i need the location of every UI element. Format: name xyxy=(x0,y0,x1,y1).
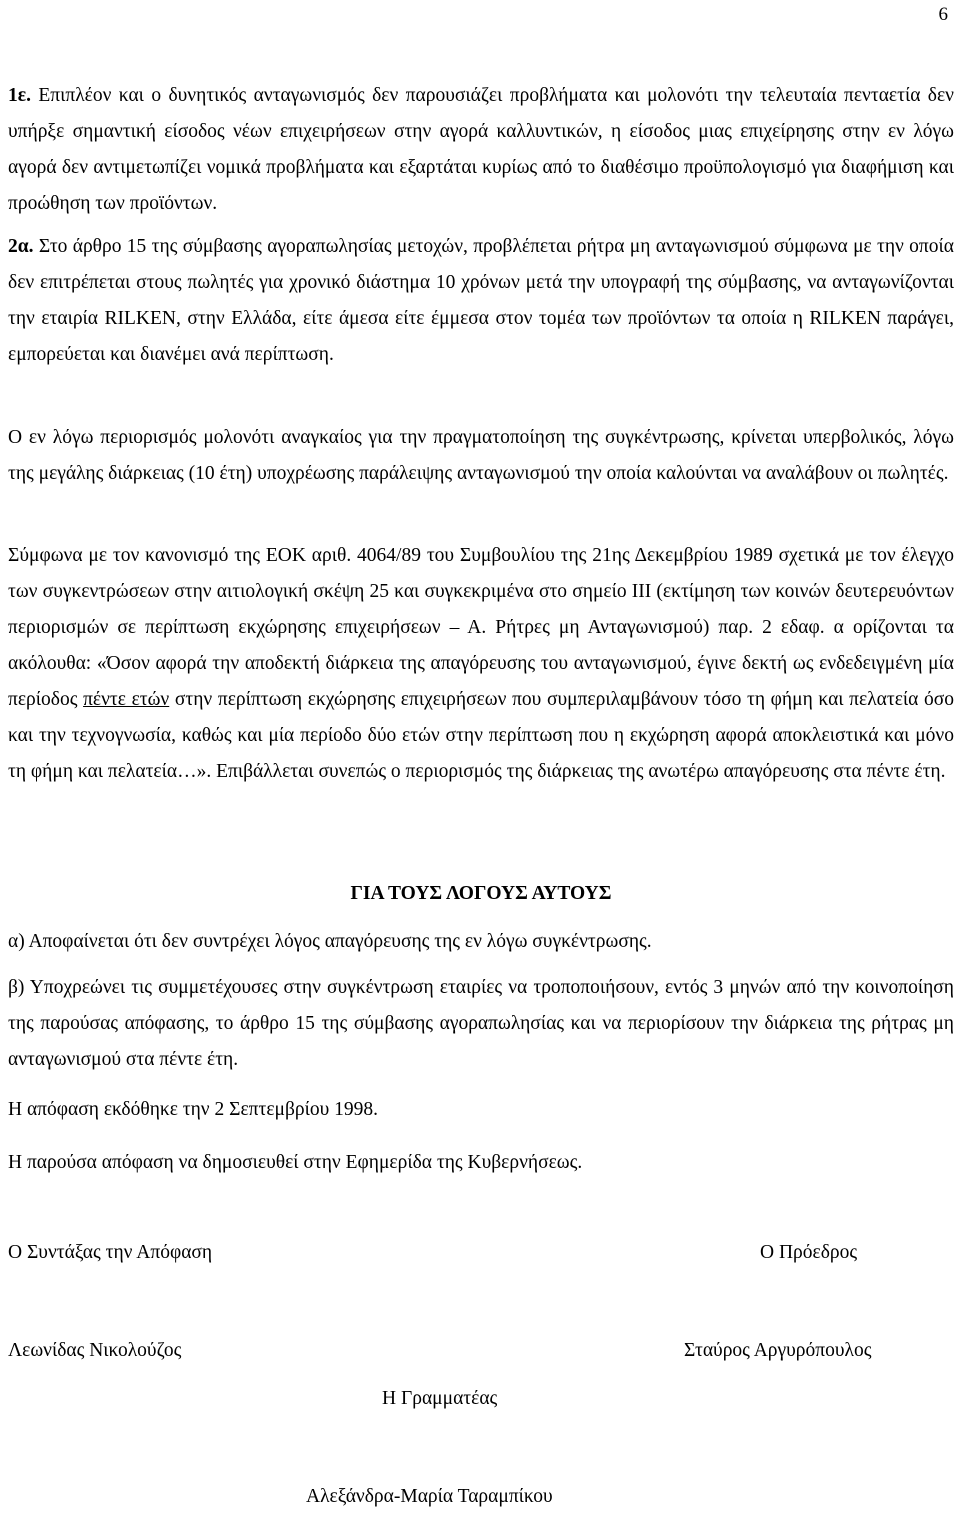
paragraph-text: Στο άρθρο 15 της σύμβασης αγοραπωλησίας μετοχών, προβλέπεται ρήτρα μη ανταγωνισμού σύμφωνα με την οποία δεν επιτρέπεται στους πωλητές για χρονικό διάστημα 10 χρόνων μετά την υπογραφή της σύμβασης, να ανταγωνίζονται την εταιρία RILKEN, στην Ελλάδα, είτε άμεσα είτε έμμεσα στον τομέα των προϊόντων τα οποία η RILKEN παράγει, εμπορεύεται και διανέμει ανά περίπτωση. xyxy=(8,236,954,365)
underlined-text: πέντε ετών xyxy=(83,689,170,710)
ruling-a: α) Αποφαίνεται ότι δεν συντρέχει λόγος απαγόρευσης της εν λόγω συγκέντρωσης. xyxy=(8,931,652,952)
paragraph-2a xyxy=(8,229,954,373)
paragraph-text: Επιπλέον και ο δυνητικός ανταγωνισμός δεν παρουσιάζει προβλήματα και μολονότι την τελευταία πενταετία δεν υπήρξε σημαντική είσοδος νέων επιχειρήσεων στην αγορά καλλυντικών, η είσοδος μιας επιχείρησης στην εν λόγω αγορά δεν αντιμετωπίζει νομικά προβλήματα και εξαρτάται κυρίως από το διαθέσιμο προϋπολογισμό για διαφήμιση και προώθηση των προϊόντων. xyxy=(8,85,954,214)
secretary-title: Η Γραμματέας xyxy=(382,1388,498,1409)
paragraph-text: στην περίπτωση εκχώρησης επιχειρήσεων που συμπεριλαμβάνουν τόσο τη φήμη και πελατεία όσο και την τεχνογνωσία, καθώς και μία περίοδο δύο ετών στην περίπτωση που η εκχώρηση αφορά αποκλειστικά και μόνο τη φήμη και πελατεία…». Επιβάλλεται συνεπώς ο περιορισμός της διάρκειας της ανωτέρω απαγόρευσης στα πέντε έτη. xyxy=(8,689,954,782)
paragraph-restriction: Ο εν λόγω περιορισμός μολονότι αναγκαίος για την πραγματοποίηση της συγκέντρωσης, κρίνεται υπερβολικός, λόγω της μεγάλης διάρκειας (10 έτη) υποχρέωσης παράλειψης ανταγωνισμού την οποία καλούνται να αναλάβουν οι πωλητές. xyxy=(8,427,954,484)
paragraph-number: 1ε. xyxy=(8,85,31,106)
secretary-name: Αλεξάνδρα-Μαρία Ταραμπίκου xyxy=(306,1486,553,1507)
president-title: Ο Πρόεδρος xyxy=(760,1242,858,1263)
paragraph-text: Σύμφωνα με τον κανονισμό της ΕΟΚ αριθ. 4064/89 του Συμβουλίου της 21ης Δεκεμβρίου 1989 σχετικά με τον έλεγχο των συγκεντρώσεων στην αιτιολογική σκέψη 25 και συγκεκριμένα στο σημείο ΙΙΙ (εκτίμηση των κοινών δευτερευόντων περιορισμών σε περίπτωση εκχώρησης επιχειρήσεων – Α. Ρήτρες μη Ανταγωνισμού) παρ. 2 εδαφ. α ορίζονται τα ακόλουθα: «Όσον αφορά την αποδεκτή διάρκεια της απαγόρευσης του ανταγωνισμού, έγινε δεκτή ως ενδεδειγμένη μία περίοδος xyxy=(8,545,954,710)
paragraph-regulation xyxy=(8,538,954,790)
page-number: 6 xyxy=(938,4,948,25)
drafter-name: Λεωνίδας Νικολούζος xyxy=(8,1340,182,1361)
paragraph-number: 2α. xyxy=(8,236,34,257)
publication-note: Η παρούσα απόφαση να δημοσιευθεί στην Εφημερίδα της Κυβερνήσεως. xyxy=(8,1152,583,1173)
president-name: Σταύρος Αργυρόπουλος xyxy=(684,1340,872,1361)
issue-date: Η απόφαση εκδόθηκε την 2 Σεπτεμβρίου 1998. xyxy=(8,1099,379,1120)
drafter-title: Ο Συντάξας την Απόφαση xyxy=(8,1242,213,1263)
section-heading: ΓΙΑ ΤΟΥΣ ΛΟΓΟΥΣ ΑΥΤΟΥΣ xyxy=(350,883,612,904)
ruling-b: β) Υποχρεώνει τις συμμετέχουσες στην συγκέντρωση εταιρίες να τροποποιήσουν, εντός 3 μηνών από την κοινοποίηση της παρούσας απόφασης, το άρθρο 15 της σύμβασης αγοραπωλησίας και να περιορίσουν την διάρκεια της ρήτρας μη ανταγωνισμού στα πέντε έτη. xyxy=(8,977,954,1070)
paragraph-1e xyxy=(8,78,954,222)
